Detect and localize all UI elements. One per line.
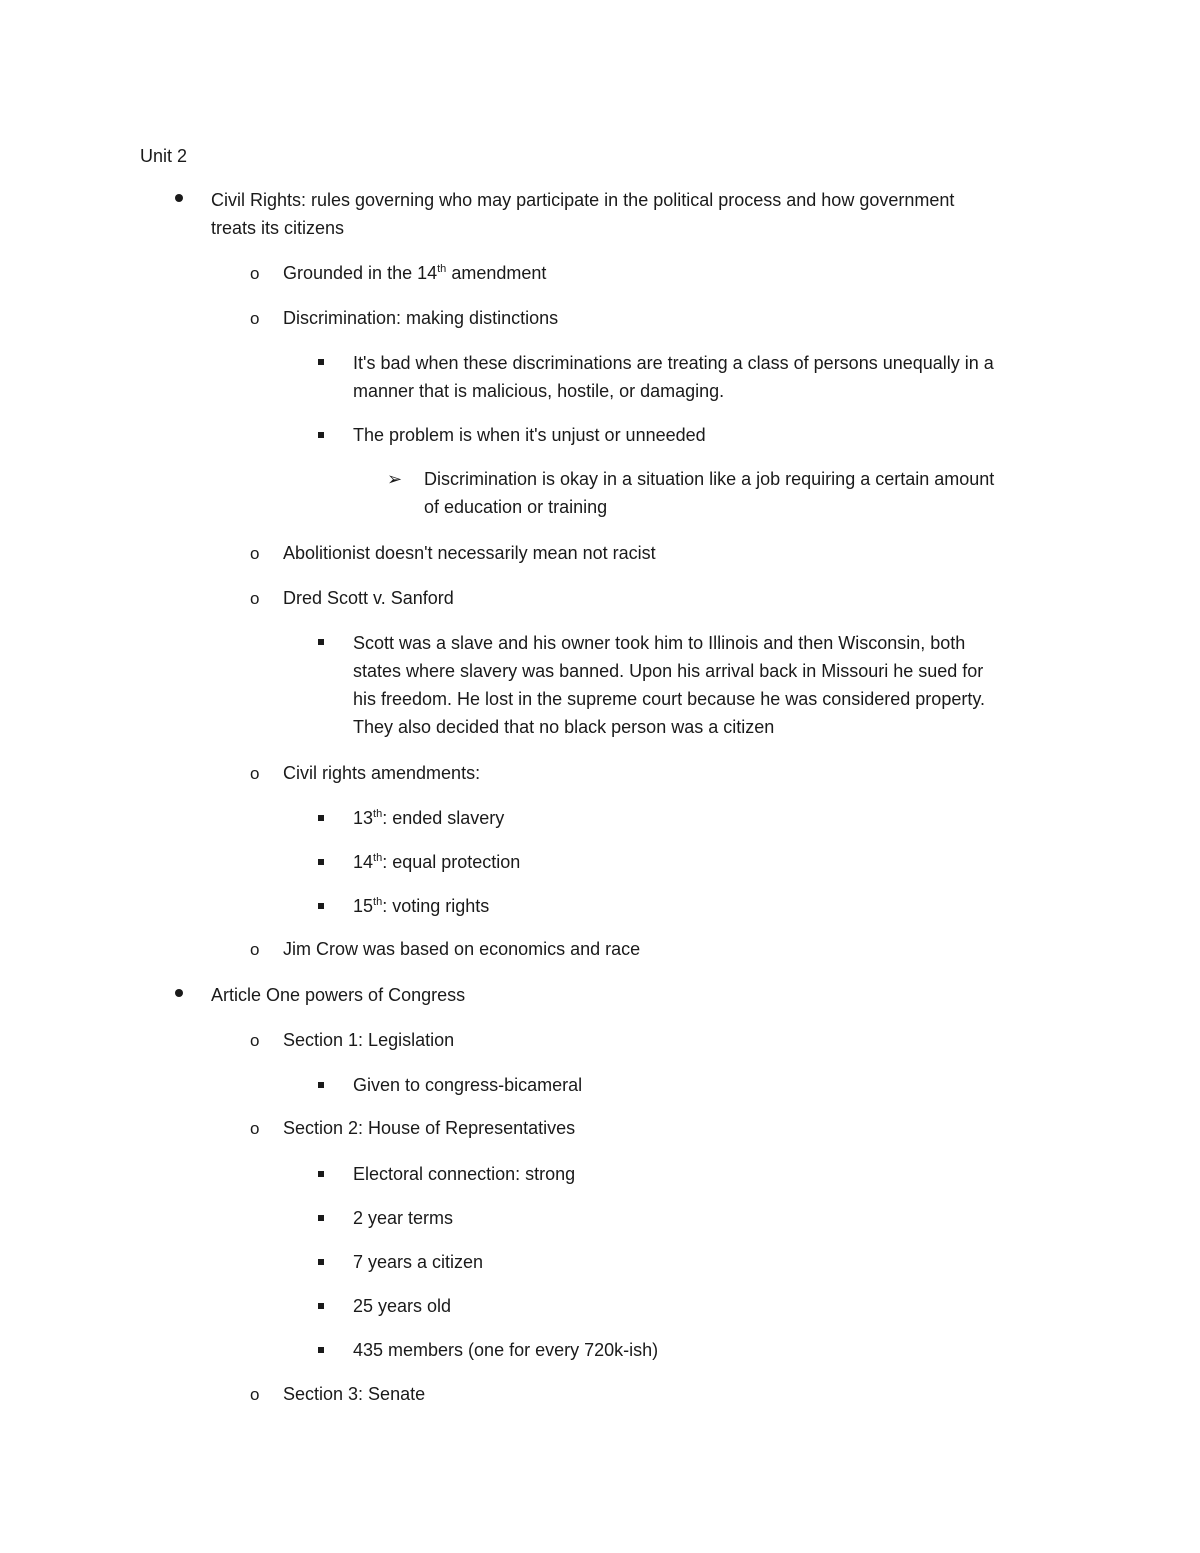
- bullet-square: [318, 432, 324, 438]
- section-2-item: Section 2: House of Representatives: [283, 1118, 576, 1138]
- bullet-circle: o: [250, 544, 260, 563]
- bullet-circle: o: [250, 309, 260, 328]
- discrimination-item: Discrimination: making distinctions: [283, 308, 559, 328]
- bullet-square: [318, 859, 324, 865]
- amendment-14-item: 14th: equal protection: [353, 852, 521, 872]
- civil-rights-heading-line1: Civil Rights: rules governing who may participate in the political process and how government: [211, 190, 955, 210]
- bullet-square: [318, 1303, 324, 1309]
- arrow-bullet-icon: ➢: [387, 469, 403, 489]
- section-2-detail: 7 years a citizen: [353, 1252, 484, 1272]
- scott-line4: They also decided that no black person was a citizen: [353, 717, 775, 737]
- bullet-square: [318, 1215, 324, 1221]
- bullet-circle: o: [250, 589, 260, 608]
- abolitionist-item: Abolitionist doesn't necessarily mean not racist: [283, 543, 656, 563]
- disc-bad-line2: manner that is malicious, hostile, or damaging.: [353, 381, 725, 401]
- bullet-circle: o: [250, 1385, 260, 1404]
- grounded-item: Grounded in the 14th amendment: [283, 263, 547, 283]
- section-1-item: Section 1: Legislation: [283, 1030, 455, 1050]
- bullet-circle: o: [250, 1031, 260, 1050]
- bullet-circle: o: [250, 1119, 260, 1138]
- bullet-square: [318, 1259, 324, 1265]
- disc-ok-line1: Discrimination is okay in a situation like a job requiring a certain amount: [424, 469, 995, 489]
- page-title: Unit 2: [140, 146, 188, 166]
- bullet-disc: [175, 194, 183, 202]
- bullet-disc: [175, 989, 183, 997]
- section-2-detail: Electoral connection: strong: [353, 1164, 576, 1184]
- article-one-heading: Article One powers of Congress: [211, 985, 466, 1005]
- amendments-item: Civil rights amendments:: [283, 763, 481, 783]
- bullet-circle: o: [250, 764, 260, 783]
- amendment-13-item: 13th: ended slavery: [353, 808, 505, 828]
- section-2-detail: 25 years old: [353, 1296, 452, 1316]
- scott-line3: his freedom. He lost in the supreme court because he was considered property.: [353, 689, 985, 709]
- disc-ok-line2: of education or training: [424, 497, 608, 517]
- disc-problem-item: The problem is when it's unjust or unneeded: [353, 425, 706, 445]
- section-2-detail: 2 year terms: [353, 1208, 454, 1228]
- bullet-square: [318, 1171, 324, 1177]
- disc-bad-line1: It's bad when these discriminations are treating a class of persons unequally in a: [353, 353, 994, 373]
- bullet-circle: o: [250, 940, 260, 959]
- jim-crow-item: Jim Crow was based on economics and race: [283, 939, 641, 959]
- section-2-detail: 435 members (one for every 720k-ish): [353, 1340, 659, 1360]
- scott-line2: states where slavery was banned. Upon his arrival back in Missouri he sued for: [353, 661, 984, 681]
- bullet-square: [318, 903, 324, 909]
- bullet-square: [318, 1082, 324, 1088]
- scott-line1: Scott was a slave and his owner took him to Illinois and then Wisconsin, both: [353, 633, 966, 653]
- bullet-square: [318, 359, 324, 365]
- bullet-square: [318, 815, 324, 821]
- section-1-given: Given to congress-bicameral: [353, 1075, 583, 1095]
- bullet-square: [318, 639, 324, 645]
- bullet-square: [318, 1347, 324, 1353]
- bullet-circle: o: [250, 264, 260, 283]
- amendment-15-item: 15th: voting rights: [353, 896, 490, 916]
- civil-rights-heading-line2: treats its citizens: [211, 218, 345, 238]
- section-3-item: Section 3: Senate: [283, 1384, 426, 1404]
- dred-scott-item: Dred Scott v. Sanford: [283, 588, 454, 608]
